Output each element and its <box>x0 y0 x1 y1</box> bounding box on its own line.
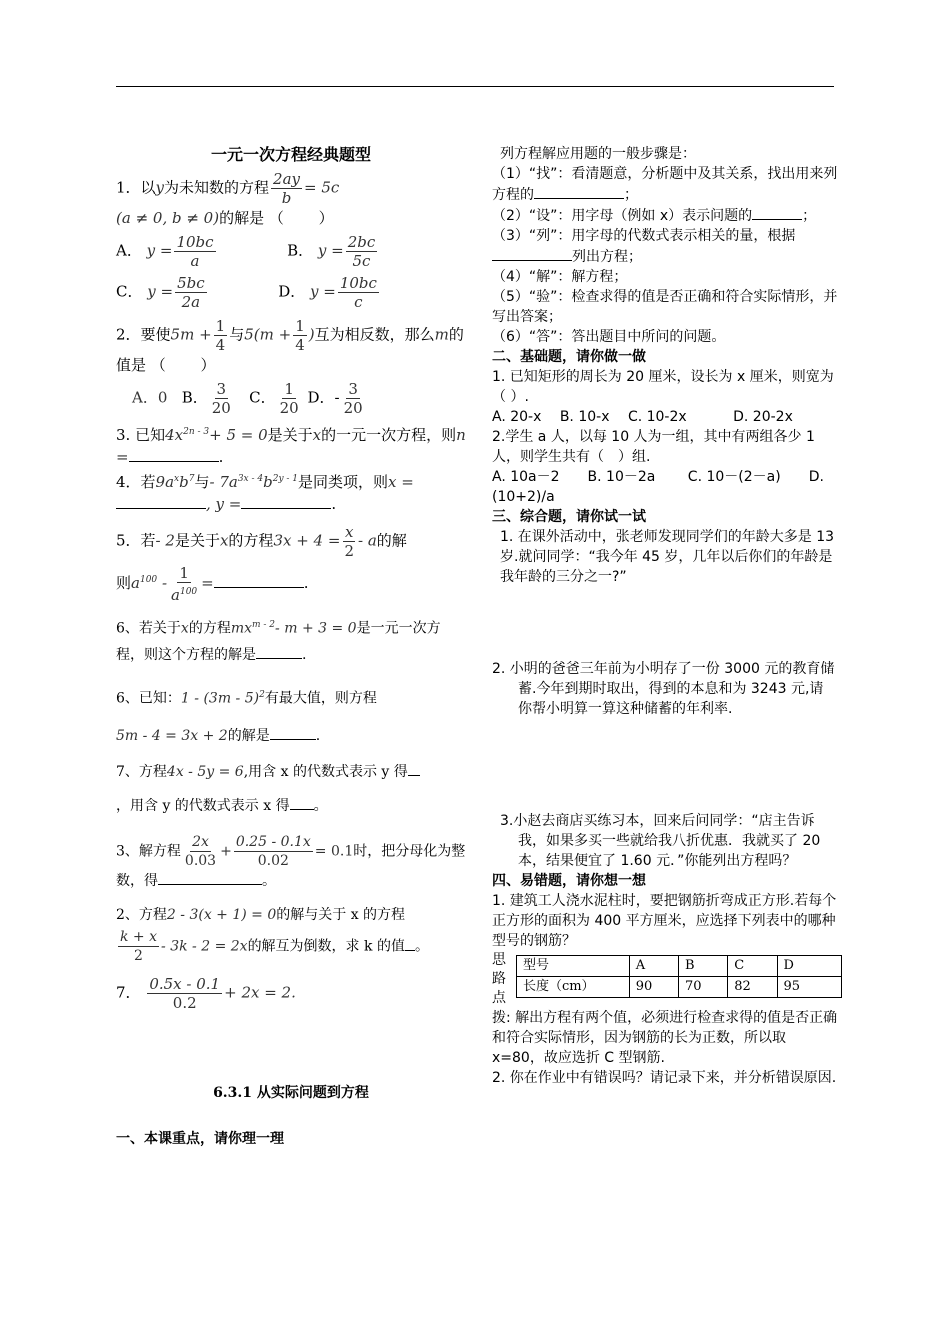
question-3: 3. 已知$4x^{2n - 3}+ 5 = 0$是关于x的一元一次方程，则n = . <box>116 426 466 466</box>
hint-text: 拨: 解出方程有两个值，必须进行检查求得的值是否正确和符合实际情形，因为钢筋的长为正数，所以取 x=80，故应选折 C 型钢筋. <box>492 1010 838 1066</box>
basic-q2: 2.学生 a 人，以每 10 人为一组，其中有两组各少 1 人，则学生共有（ ）组. <box>492 429 815 465</box>
answer-blank[interactable] <box>290 795 314 810</box>
basic-q1: 1. 已知矩形的周长为 20 厘米，设长为 x 厘米，则宽为（ ）. <box>492 369 834 405</box>
answer-blank[interactable] <box>405 936 415 951</box>
answer-blank[interactable] <box>116 494 206 509</box>
section-title: 6.3.1 从实际问题到方程 <box>213 1085 369 1102</box>
answer-blank[interactable] <box>214 573 304 588</box>
hint-block: 思 路 点 型号 A B C D 长度（cm） 90 70 82 95 <box>492 951 842 1008</box>
question-3b: 3、解方程 $\frac{2x}{0.03}$ + $\frac{0.25 - 0.1x}{0.02}$ = 0.1时，把分母化为整数，得 。 <box>116 834 466 890</box>
left-column <box>116 140 466 1150</box>
answer-blank[interactable] <box>270 725 316 740</box>
question-6a: 6、若关于x的方程$mx^{m - 2}-$ m + 3 = 0是一元一次方程，则这个方程的解是 . <box>116 620 441 663</box>
step-2: （2）“设”：用字母（例如 x）表示问题的 ； <box>492 205 842 226</box>
table-row: 长度（cm） 90 70 82 95 <box>516 977 841 998</box>
answer-blank[interactable] <box>158 870 262 885</box>
answer-blank[interactable] <box>241 494 331 509</box>
step-6: （6）“答”：答出题目中所问的问题。 <box>492 329 726 345</box>
section-2-heading: 二、基础题，请你做一做 <box>492 349 646 365</box>
page-title: 一元一次方程经典题型 <box>210 145 371 164</box>
section-4-heading: 四、易错题，请你想一想 <box>492 873 646 889</box>
basic-q1-options: A. 20-x B. 10-x C. 10-2x D. 20-2x <box>492 409 793 425</box>
right-column <box>492 144 842 1088</box>
basic-q2-options: A. 10a－2 B. 10－2a C. 10－(2－a) D.(10+2)/a <box>492 469 824 505</box>
answer-blank[interactable] <box>534 184 624 199</box>
question-2: 2．要使5m + $\frac{1}{4}$ 与5(m + $\frac{1}{4}$ )互为相反数，那么m的值是 （ ） A．0 B． $\frac{3}{20}$ C． $\frac{1}{20}$ D．- $\frac{3}{20}$ <box>116 317 464 417</box>
question-1: 1．以y为未知数的方程 $\frac{2ay}{b}$ = 5c (a ≠ 0, b ≠ 0)的解是 （ ） A． y = $\frac{10bc}{a}$ B． y = $\frac{2bc}{5c}$ C． y = $\frac{5bc}{2a}$ D． y = $\frac{10bc}{c}$ <box>116 170 377 311</box>
step-3: （3）“列”：用字母的代数式表示相关的量，根据列出方程； <box>492 228 796 265</box>
steps-intro: 列方程解应用题的一般步骤是： <box>500 146 696 162</box>
comprehensive-q3: 3.小赵去商店买练习本，回来后问同学：“店主告诉我，如果多买一些就给我八折优惠．我就买了 20 本，结果便宜了 1.60 元．”你能列出方程吗？ <box>500 813 821 869</box>
header-rule <box>116 86 834 87</box>
question-2b: 2、方程2 - 3(x + 1) = 0的解与关于 x 的方程 $\frac{k + x}{2}$ - 3k - 2 = 2x的解互为倒数，求 k 的值 。 <box>116 907 429 965</box>
step-4: （4）“解”：解方程； <box>492 269 628 285</box>
answer-blank[interactable] <box>752 205 802 220</box>
answer-blank[interactable] <box>256 644 302 659</box>
error-q2: 2. 你在作业中有错误吗？请记录下来，并分析错误原因. <box>492 1070 837 1086</box>
question-6b: 6、已知：1 - (3m - 5)$^2$有最大值，则方程 5m - 4 = 3x + 2的解是 . <box>116 689 377 745</box>
comprehensive-q1: 1. 在课外活动中，张老师发现同学们的年龄大多是 13 岁.就问同学：“我今年 45 岁，几年以后你们的年龄是我年龄的三分之一?” <box>500 529 835 585</box>
step-1: （1）“找”：看清题意，分析题中及其关系，找出用来列方程的 ； <box>492 166 838 203</box>
answer-blank[interactable] <box>129 447 219 462</box>
question-4: 4．若$9a^xb^7$与- $7a^{3x - 4}b^{2y - 1}$是同类项，则x =, y = . <box>116 473 414 513</box>
table-header-row: 型号 A B C D <box>516 956 841 977</box>
section-1-heading: 一、本课重点，请你理一理 <box>116 1131 284 1148</box>
question-7a: 7、方程4x - 5y = 6,用含 x 的代数式表示 y 得 ，用含 y 的代数式表示 x 得 。 <box>116 755 466 823</box>
question-7b: 7． $\frac{0.5x - 0.1}{0.2}$ + 2x = 2. <box>116 975 296 1013</box>
section-3-heading: 三、综合题，请你试一试 <box>492 509 646 525</box>
answer-blank[interactable] <box>492 246 572 261</box>
step-5: （5）“验”：检查求得的值是否正确和符合实际情形，并写出答案； <box>492 289 838 325</box>
error-q1: 1. 建筑工人浇水泥柱时，要把钢筋折弯成正方形.若每个正方形的面积为 400 平方厘米，应选择下列表中的哪种型号的钢筋？ <box>492 893 837 949</box>
comprehensive-q2: 2. 小明的爸爸三年前为小明存了一份 3000 元的教育储蓄.今年到期时取出，得到的本息和为 3243 元,请你帮小明算一算这种储蓄的年利率. <box>492 661 835 717</box>
question-5: 5．若- 2是关于x的方程3x + 4 = $\frac{x}{2}$ - a的解 则$a^{100}$ - $\frac{1}{a^{100}}$ = . <box>116 523 407 604</box>
answer-blank[interactable] <box>408 761 420 776</box>
rebar-table <box>516 955 842 998</box>
